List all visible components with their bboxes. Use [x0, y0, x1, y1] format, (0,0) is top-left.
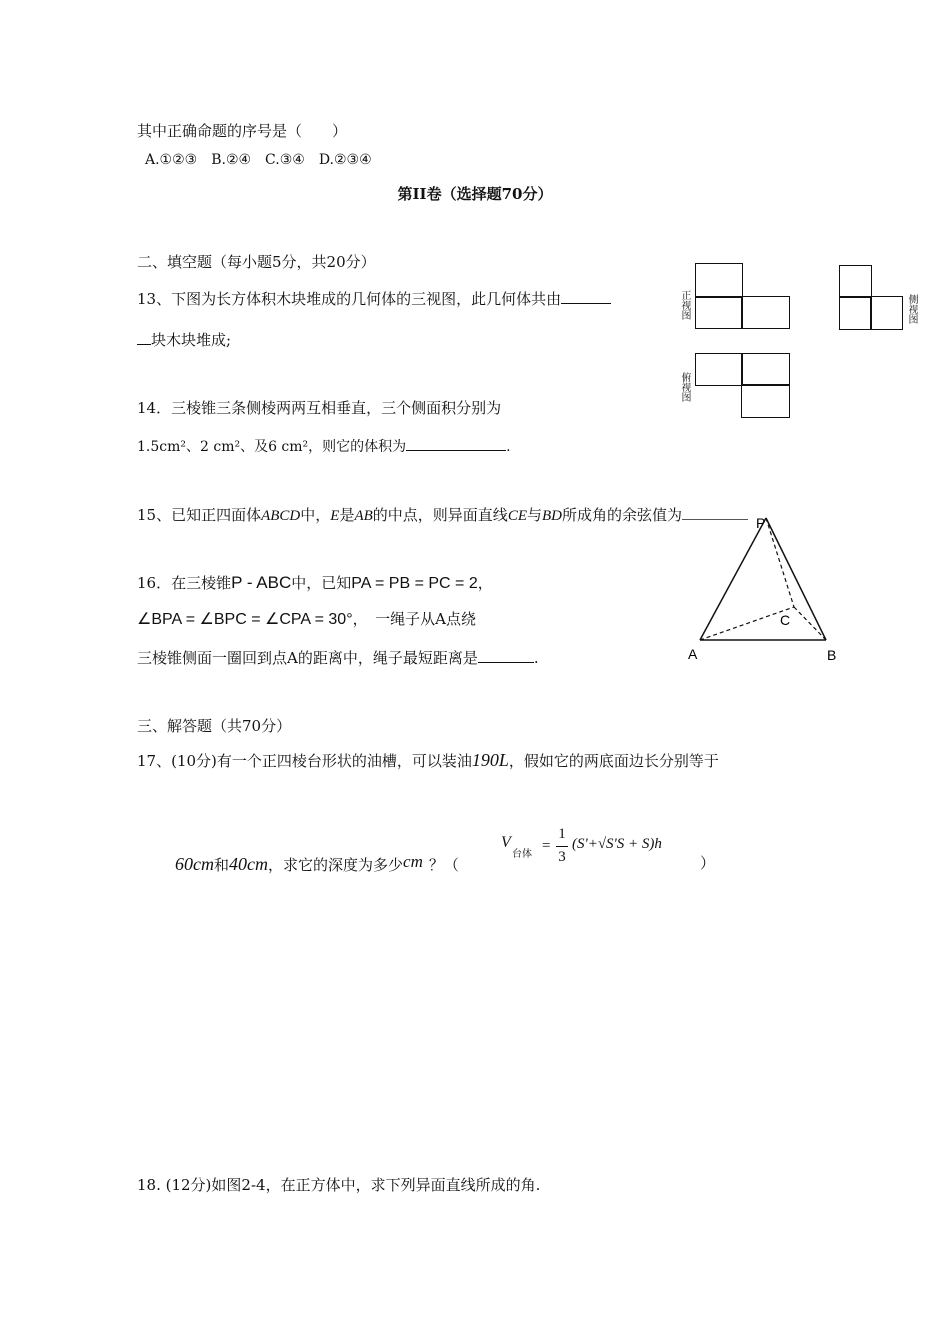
section2-heading: 二、填空题（每小题5分，共20分）	[137, 253, 376, 271]
q17-line2	[175, 852, 459, 875]
label-c: C	[780, 612, 791, 628]
label-b: B	[827, 647, 837, 663]
q17-t3: ，求它的深度为多少	[268, 856, 404, 874]
q15-t2: 中，	[300, 506, 331, 524]
formula-body: (S'+√S'S + S)h	[572, 836, 662, 852]
side-view-cell	[839, 296, 872, 330]
q14-end: .	[506, 439, 511, 455]
q12-options: A.①②③ B.②④ C.③④ D.②③④	[145, 152, 372, 168]
formula-eq: =	[542, 838, 551, 854]
side-view-label: 侧视图	[906, 294, 917, 324]
q16-blank[interactable]	[478, 648, 534, 663]
q13-blank-b[interactable]	[137, 330, 151, 345]
q18-line: 18. (12分)如图2-4，在正方体中，求下列异面直线所成的角.	[137, 1176, 541, 1194]
section3-heading: 三、解答题（共70分）	[137, 717, 292, 735]
q16-t2: 中，已知	[291, 574, 352, 592]
edge-pb	[766, 518, 826, 640]
q15-t1: 15、已知正四面体	[137, 506, 262, 524]
q17-volume: 190L	[471, 750, 509, 770]
q17-line1	[137, 750, 719, 771]
front-view-cell	[695, 263, 743, 298]
q16-angles: ∠BPA = ∠BPC = ∠CPA = 30°	[137, 611, 353, 628]
front-view-cell	[741, 296, 790, 329]
front-view-label: 正视图	[679, 290, 690, 320]
q14-line2	[137, 436, 511, 457]
section2-title: 第II卷（选择题70分）	[397, 185, 553, 203]
top-view-label: 俯视图	[679, 372, 690, 402]
formula-frac-bar	[556, 846, 568, 847]
q15-ce: CE	[507, 508, 527, 524]
q16-line1	[137, 573, 493, 594]
q16-pabc: P - ABC	[231, 573, 292, 592]
formula-v: V	[501, 834, 511, 851]
q16-comma: ，	[477, 574, 493, 592]
q12-prompt: 其中正确命题的序号是（ ）	[137, 122, 348, 140]
formula-close: ）	[700, 854, 716, 872]
q16-cond: PA = PB = PC = 2	[351, 575, 478, 592]
q16-t3: ， 一绳子从A点绕	[352, 610, 476, 628]
formula-sub: 台体	[512, 849, 532, 860]
q15-ab: AB	[354, 508, 373, 524]
q17-qmark: ？（	[428, 856, 459, 874]
q17-and: 和	[214, 856, 230, 874]
q15-t6: 所成角的余弦值为	[562, 506, 683, 524]
q15-abcd: ABCD	[261, 508, 301, 524]
top-view-cell	[741, 353, 790, 386]
edge-pc	[766, 518, 794, 607]
q17-len1: 60cm	[175, 854, 214, 874]
q17-unit: cm	[403, 852, 423, 871]
q16-line2	[137, 609, 476, 630]
side-view-cell	[870, 296, 903, 330]
top-view-cell	[741, 384, 790, 418]
q15-line	[137, 505, 748, 526]
q17-t1: 17、(10分)有一个正四棱台形状的油槽，可以装油	[137, 752, 472, 770]
q15-e: E	[330, 508, 340, 524]
q16-t4: 三棱锥侧面一圈回到点A的距离中，绳子最短距离是	[137, 649, 478, 667]
top-view-cell	[695, 353, 743, 386]
edge-bc	[794, 607, 826, 640]
q13-blank-a[interactable]	[561, 289, 611, 304]
q16-line3	[137, 648, 539, 668]
q13-line1	[137, 289, 611, 309]
q13-line2	[137, 330, 231, 350]
q16-t1: 16．在三棱锥	[137, 574, 232, 592]
q15-t5: 与	[526, 506, 542, 524]
q14-blank[interactable]	[406, 436, 506, 451]
q16-end: .	[533, 649, 539, 667]
pyramid-figure	[680, 510, 850, 670]
q15-t4: 的中点，则异面直线	[372, 506, 508, 524]
formula-den: 3	[558, 849, 566, 865]
side-view-cell	[839, 265, 872, 298]
q14-line1: 14．三棱锥三条侧棱两两互相垂直，三个侧面积分别为	[137, 399, 502, 417]
q13-text: 13、下图为长方体积木块堆成的几何体的三视图，此几何体共由	[137, 290, 562, 308]
front-view-cell	[695, 296, 743, 329]
q14-text: 1.5cm²、2 cm²、及6 cm²，则它的体积为	[137, 439, 407, 455]
q13-text-2: 块木块堆成;	[151, 331, 232, 349]
edge-pa	[700, 518, 766, 640]
formula-num: 1	[558, 826, 566, 842]
label-a: A	[688, 646, 698, 662]
q17-t2: ，假如它的两底面边长分别等于	[508, 752, 719, 770]
q17-len2: 40cm	[229, 854, 269, 874]
q15-t3: 是	[339, 506, 355, 524]
label-p: P	[756, 515, 766, 531]
q15-bd: BD	[542, 508, 562, 524]
